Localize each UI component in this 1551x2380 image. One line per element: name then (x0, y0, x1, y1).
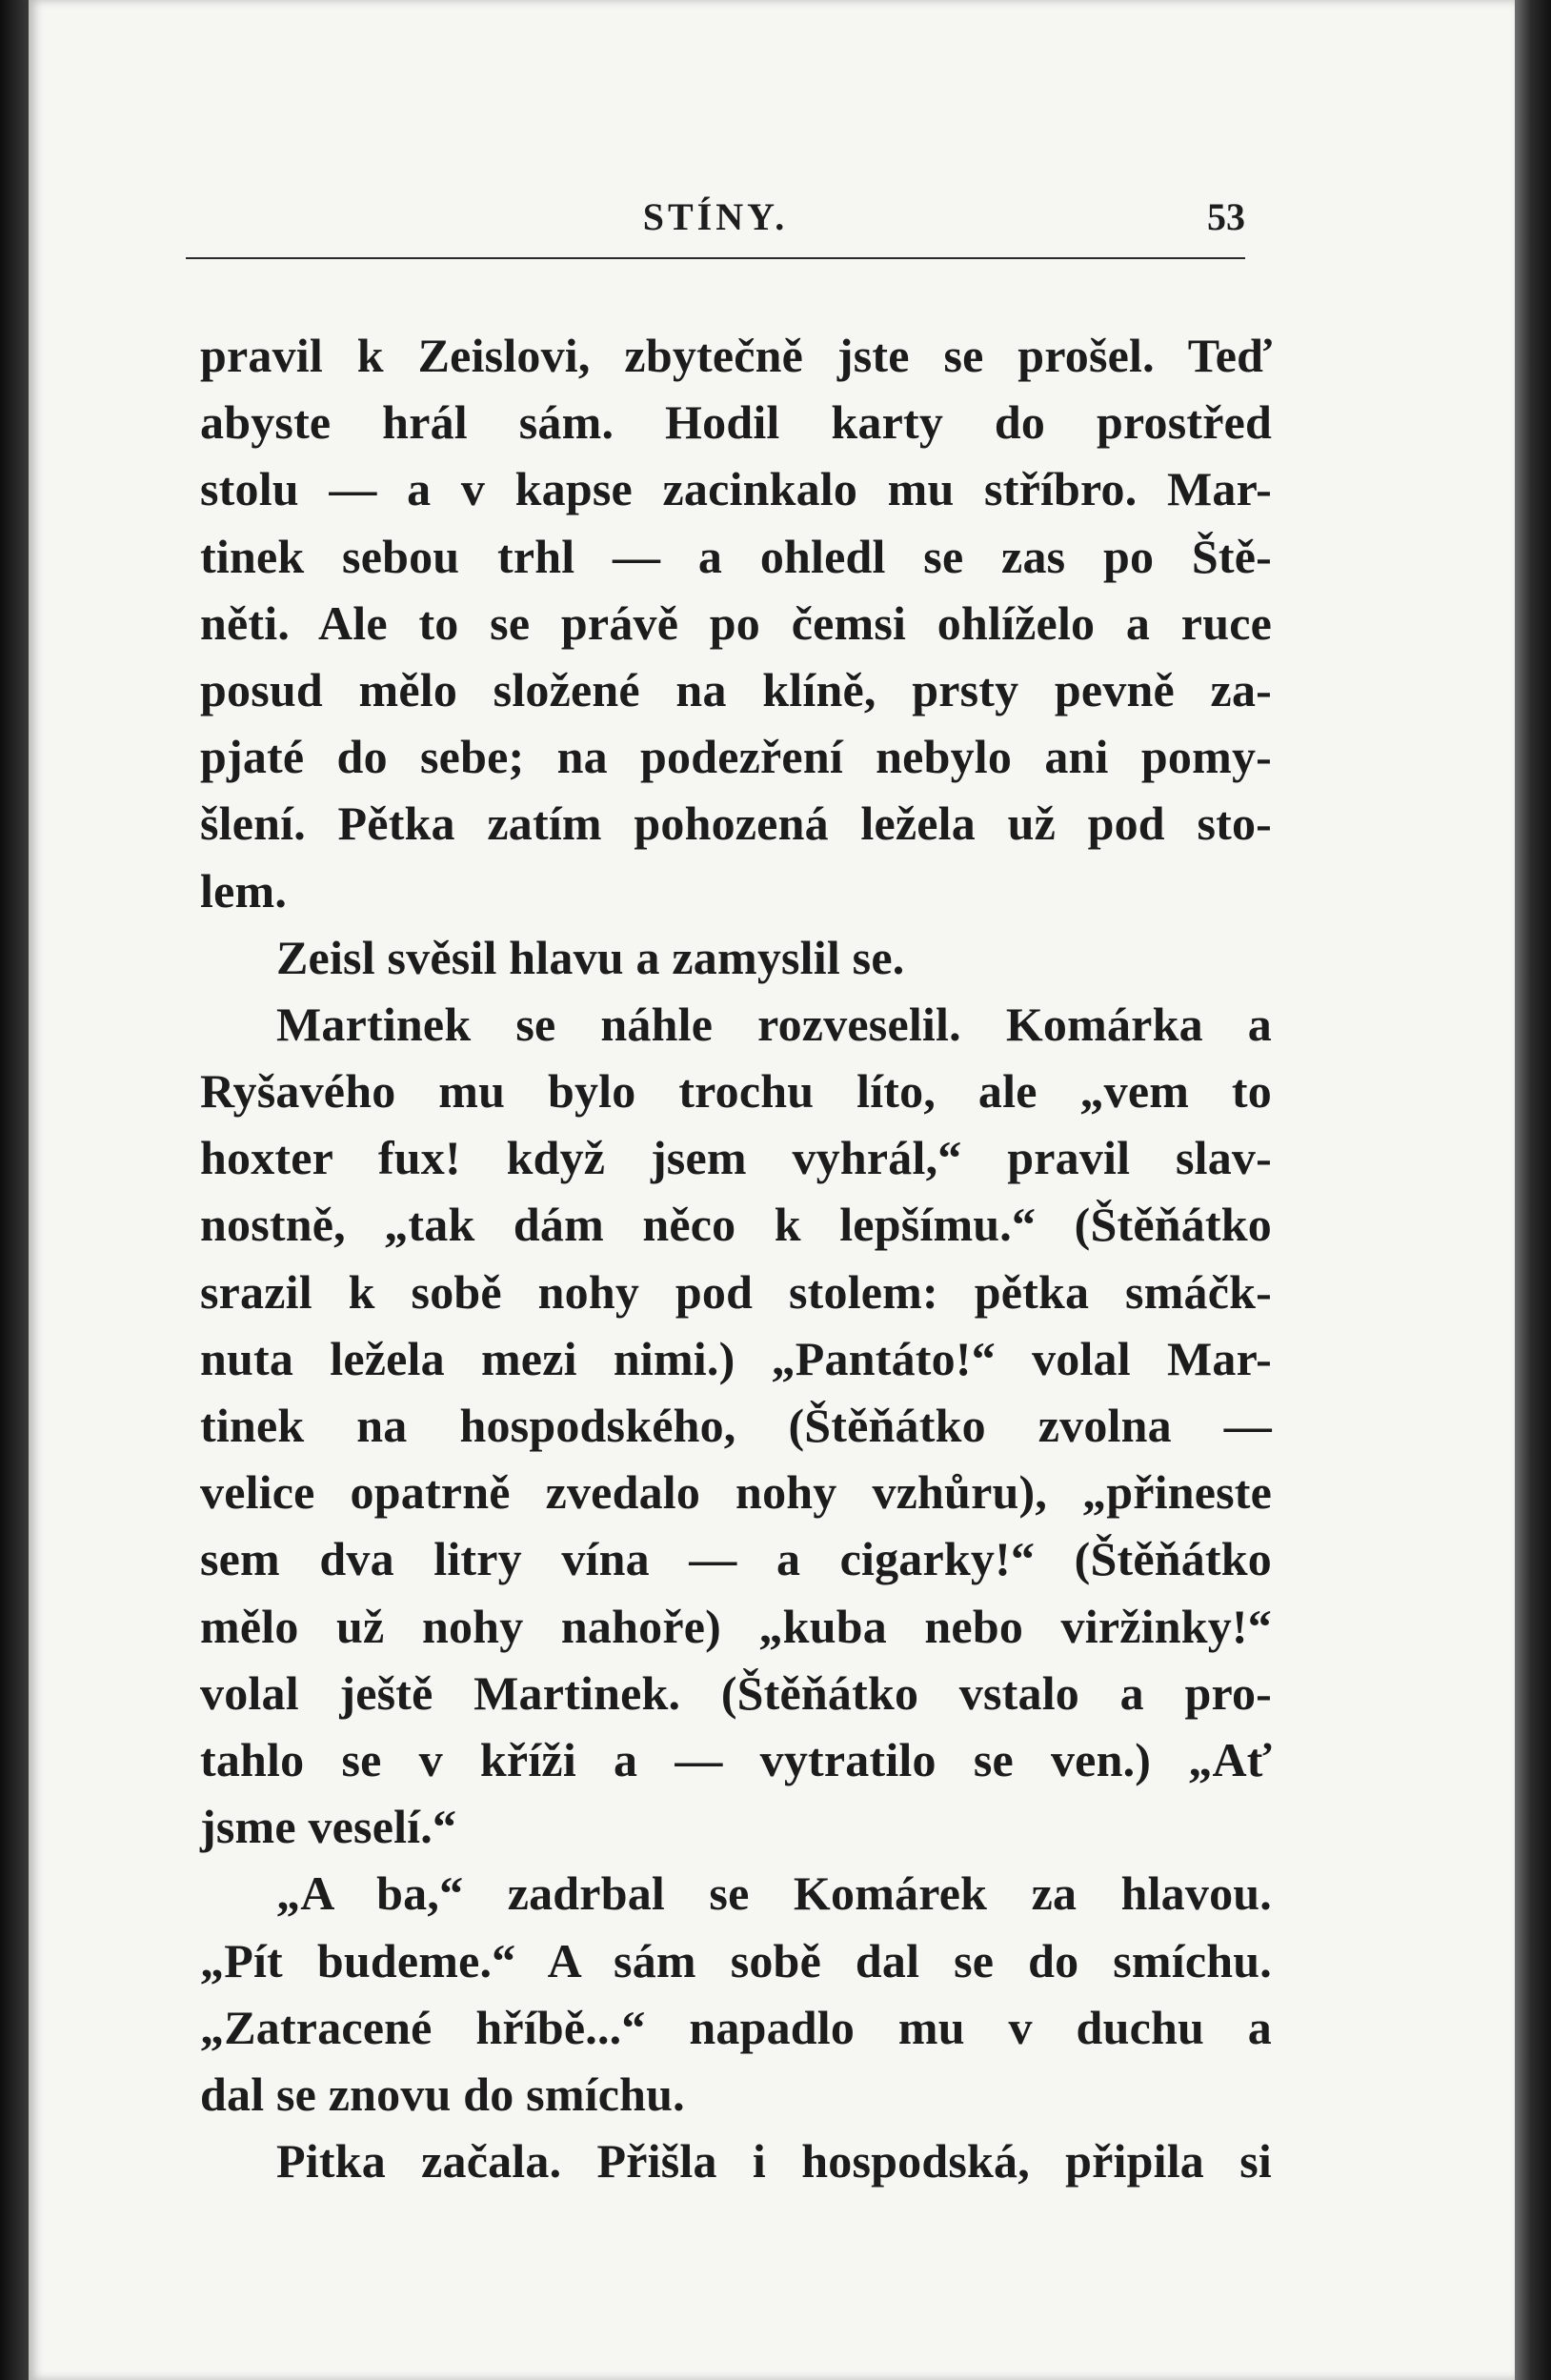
text-line: tinek na hospodského, (Štěňátko zvolna — (200, 1399, 1272, 1452)
body-text (200, 322, 1272, 2194)
text-line: jsme veselí.“ (200, 1800, 457, 1854)
text-line: Martinek se náhle rozveselil. Komárka a (276, 997, 1272, 1051)
text-line: abyste hrál sám. Hodil karty do prostřed (200, 395, 1272, 450)
text-line: dal se znovu do smíchu. (200, 2067, 685, 2121)
text-line: šlení. Pětka zatím pohozená ležela už pod sto- (200, 797, 1272, 851)
text-line: lem. (200, 863, 288, 918)
text-line: „Zatracené hříbě...“ napadlo mu v duchu a (200, 2000, 1272, 2054)
text-line: volal ještě Martinek. (Štěňátko vstalo a pro- (200, 1665, 1272, 1720)
text-line: Zeisl svěsil hlavu a zamyslil se. (276, 930, 905, 984)
running-header (186, 191, 1245, 259)
page-right-edge (1515, 0, 1551, 2380)
text-line: srazil k sobě nohy pod stolem: pětka smáčk- (200, 1264, 1272, 1319)
text-line: sem dva litry vína — a cigarky!“ (Štěňátko (200, 1532, 1272, 1586)
running-title: STÍNY. (642, 195, 789, 238)
text-line: velice opatrně zvedalo nohy vzhůru), „přineste (200, 1465, 1272, 1520)
text-line: „Pít budeme.“ A sám sobě dal se do smíchu. (200, 1933, 1272, 1987)
text-line: pjaté do sebe; na podezření nebylo ani pomy- (200, 730, 1272, 784)
text-line: „A ba,“ zadrbal se Komárek za hlavou. (276, 1866, 1272, 1921)
page-number: 53 (1207, 195, 1245, 238)
text-line: stolu — a v kapse zacinkalo mu stříbro. Mar- (200, 462, 1272, 516)
text-line: Pitka začala. Přišla i hospodská, připila si (276, 2134, 1272, 2188)
text-line: hoxter fux! když jsem vyhrál,“ pravil slav- (200, 1131, 1272, 1185)
text-line: pravil k Zeislovi, zbytečně jste se prošel. Teď (200, 329, 1272, 382)
book-binding-edge (0, 0, 29, 2380)
text-line: tahlo se v kříži a — vytratilo se ven.) „Ať (200, 1732, 1272, 1786)
text-line: posud mělo složené na klíně, prsty pevně za- (200, 662, 1272, 716)
text-line: tinek sebou trhl — a ohledl se zas po Ště- (200, 529, 1272, 583)
text-line: mělo už nohy nahoře) „kuba nebo viržinky!“ (200, 1599, 1272, 1653)
text-line: nuta ležela mezi nimi.) „Pantáto!“ volal Mar- (200, 1331, 1272, 1385)
text-line: Ryšavého mu bylo trochu líto, ale „vem to (200, 1064, 1272, 1119)
text-line: něti. Ale to se právě po čemsi ohlíželo a ruce (200, 595, 1272, 650)
text-line: nostně, „tak dám něco k lepšímu.“ (Štěňátko (200, 1198, 1272, 1252)
